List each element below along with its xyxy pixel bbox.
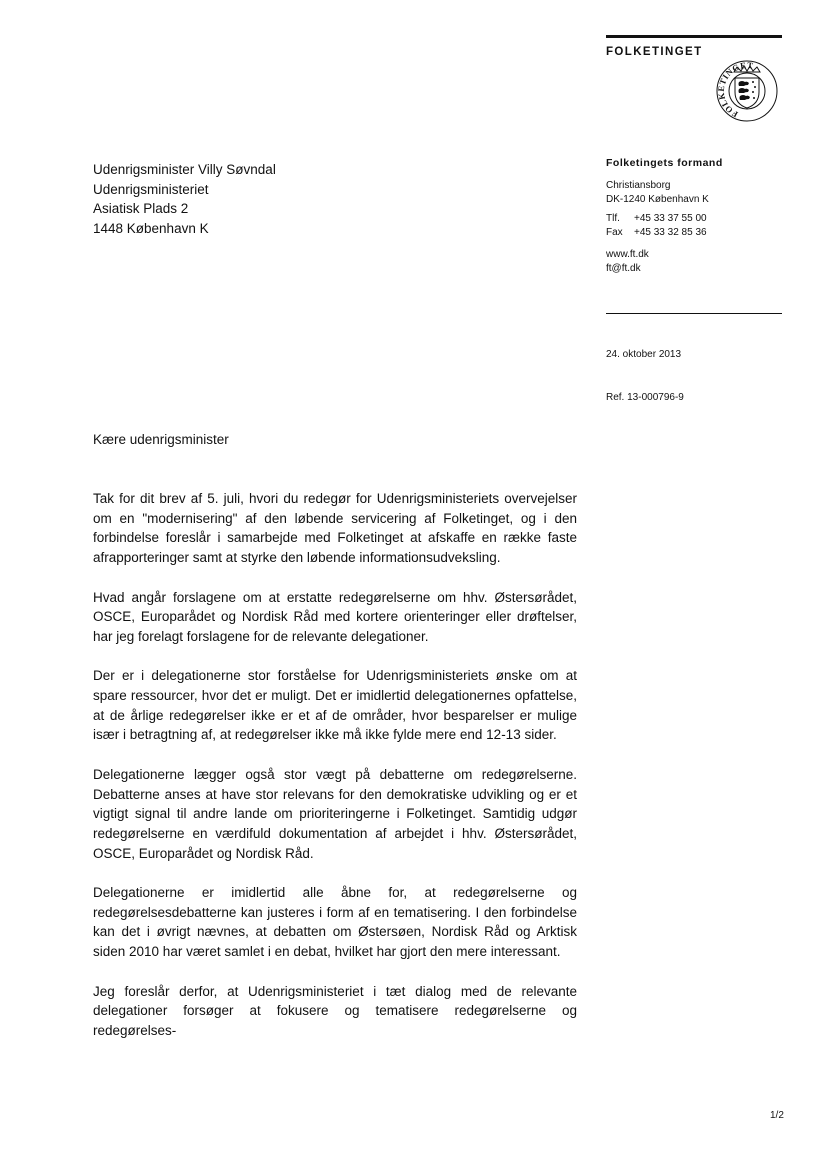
letter-reference: Ref. 13-000796-9 [606,392,684,403]
phone-number: +45 33 37 55 00 [634,213,707,224]
recipient-office: Udenrigsministeriet [93,181,209,197]
body-paragraph: Jeg foreslår derfor, at Udenrigsministeriet i tæt dialog med de relevante delegationer forsøger at fokusere og tematisere redegørelserne og redegørelses- [93,983,577,1038]
recipient-city: 1448 København K [93,221,209,237]
website-link[interactable]: www.ft.dk [606,249,649,260]
sender-address [606,179,709,206]
letter-date: 24. oktober 2013 [606,349,682,360]
sender-address-line: Christiansborg [606,180,671,191]
body-paragraph: Der er i delegationerne stor forståelse for Udenrigsministeriets ønske om at spare ressourcer, hvor det er muligt. Det er imidlertid delegationernes opfattelse, at de årlige redegørelser ikke er et af de områder, hvor besparelser er mulige især i betragtning af, at redegørelser ikke må ikke fylde mere end 12-13 sider. [93,668,577,743]
recipient-name: Udenrigsminister Villy Søvndal [93,162,276,177]
letterhead-top-rule [606,35,782,38]
letterhead-divider [606,313,782,314]
email-link[interactable]: ft@ft.dk [606,262,641,274]
recipient-street: Asiatisk Plads 2 [93,201,189,217]
salutation: Kære udenrigsminister [93,432,229,447]
body-paragraph: Delegationerne lægger også stor vægt på debatterne om redegørelserne. Debatterne anses at have stor relevans for den demokratiske udvikling og er et vigtigt signal til andre lande om prioriteringerne i Folketinget. Samtidig udgør redegørelserne en værdifuld dokumentation af arbejdet i hhv. Østersørådet, OSCE, Europarådet og Nordisk Råd. [93,766,577,861]
body-paragraph: Tak for dit brev af 5. juli, hvori du redegør for Udenrigsministeriets overvejelser om en "modernisering" af den løbende servicering af Folketinget, og i den forbindelse foreslår i samarbejde med Folketinget at afskaffe en række faste afrapporteringer samt at styrke den løbende informationsudveksling. [93,491,577,566]
sender-web-contact [606,248,649,275]
body-paragraph: Delegationerne er imidlertid alle åbne for, at redegørelserne og redegørelsesdebatterne kan justeres i form af en tematisering. I den forbindelse kan det i øvrigt nævnes, at debatten om Østersøen, Nordisk Råd og Arktisk siden 2010 har været samlet i en debat, hvilket har gjort den mere interessant. [93,885,577,960]
sender-contact-numbers [606,212,707,239]
fax-number: +45 33 32 85 36 [634,226,707,238]
sender-title: Folketingets formand [606,157,723,169]
recipient-address [93,160,276,239]
folketinget-seal-icon [708,58,786,126]
page-number: 1/2 [770,1110,784,1121]
letter-body [93,489,577,1060]
body-paragraph: Hvad angår forslagene om at erstatte redegørelserne om hhv. Østersørådet, OSCE, Europarådet og Nordisk Råd med kortere orienteringer eller drøftelser, har jeg forelagt forslagene for de relevante delegationer. [93,589,577,644]
organization-name: FOLKETINGET [606,46,703,58]
phone-label: Tlf. [606,213,620,224]
seal-text: FOLKETINGET [715,59,755,120]
fax-label: Fax [606,226,623,238]
sender-address-line: DK-1240 København K [606,193,709,205]
